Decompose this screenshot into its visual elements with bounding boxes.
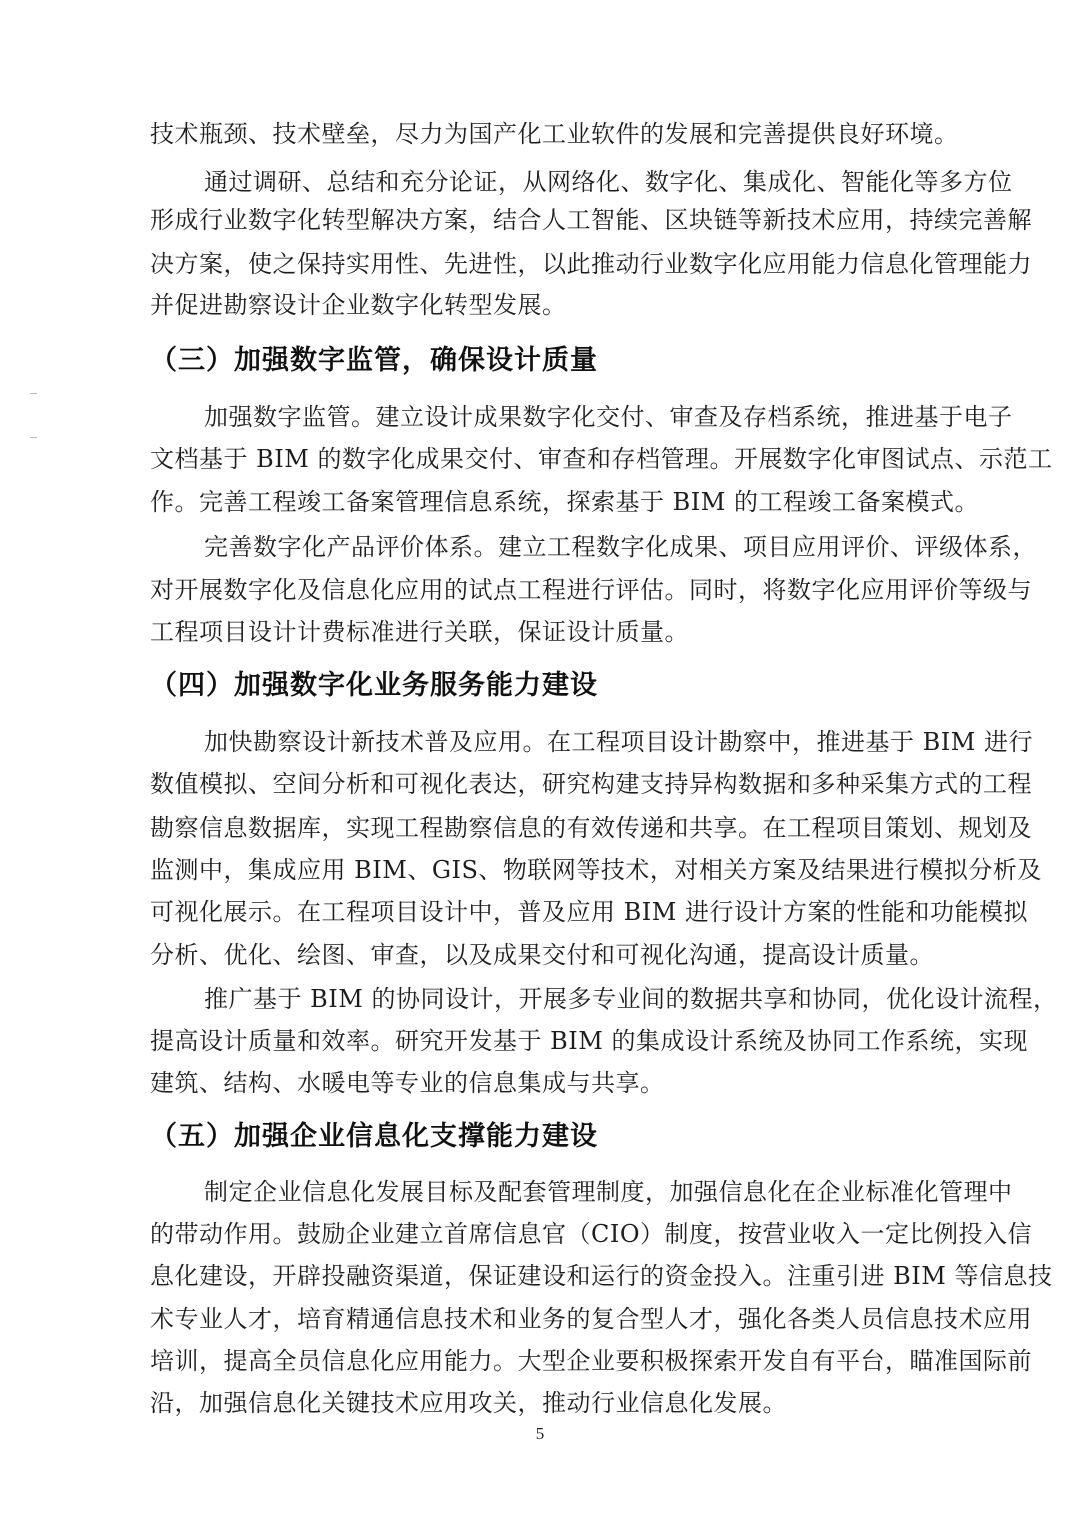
margin-scan-mark [30, 437, 37, 438]
paragraph-line: 加强数字监管。建立设计成果数字化交付、审查及存档系统，推进基于电子 [204, 403, 1013, 431]
margin-scan-mark [30, 393, 37, 394]
paragraph-line: 术专业人才，培育精通信息技术和业务的复合型人才，强化各类人员信息技术应用 [150, 1305, 1032, 1333]
page-number: 5 [535, 1424, 545, 1443]
paragraph-line: 的带动作用。鼓励企业建立首席信息官（CIO）制度，按营业收入一定比例投入信 [150, 1220, 1033, 1248]
paragraph-line: 提高设计质量和效率。研究开发基于 BIM 的集成设计系统及协同工作系统，实现 [150, 1027, 1028, 1055]
paragraph-line: 沿，加强信息化关键技术应用攻关，推动行业信息化发展。 [150, 1389, 787, 1417]
paragraph-line: 加快勘察设计新技术普及应用。在工程项目设计勘察中，推进基于 BIM 进行 [204, 728, 1033, 756]
paragraph-line: 息化建设，开辟投融资渠道，保证建设和运行的资金投入。注重引进 BIM 等信息技 [150, 1262, 1053, 1290]
paragraph-line: 作。完善工程竣工备案管理信息系统，探索基于 BIM 的工程竣工备案模式。 [150, 488, 979, 516]
section-heading-4: （四）加强数字化业务服务能力建设 [150, 670, 598, 701]
section-heading-5: （五）加强企业信息化支撑能力建设 [150, 1121, 598, 1152]
paragraph-line: 文档基于 BIM 的数字化成果交付、审查和存档管理。开展数字化审图试点、示范工 [150, 445, 1053, 473]
paragraph-line: 通过调研、总结和充分论证，从网络化、数字化、集成化、智能化等多方位 [204, 168, 1013, 196]
paragraph-line: 制定企业信息化发展目标及配套管理制度，加强信息化在企业标准化管理中 [204, 1178, 1013, 1206]
paragraph-line: 分析、优化、绘图、审查，以及成果交付和可视化沟通，提高设计质量。 [150, 941, 934, 969]
paragraph-line: 培训，提高全员信息化应用能力。大型企业要积极探索开发自有平台，瞄准国际前 [150, 1347, 1032, 1375]
paragraph-line: 建筑、结构、水暖电等专业的信息集成与共享。 [150, 1069, 665, 1097]
paragraph-line: 并促进勘察设计企业数字化转型发展。 [150, 291, 567, 319]
paragraph-line: 技术瓶颈、技术壁垒，尽力为国产化工业软件的发展和完善提供良好环境。 [150, 120, 959, 148]
paragraph-line: 形成行业数字化转型解决方案，结合人工智能、区块链等新技术应用，持续完善解 [150, 206, 1032, 234]
paragraph-line: 完善数字化产品评价体系。建立工程数字化成果、项目应用评价、评级体系， [204, 533, 1037, 561]
paragraph-line: 推广基于 BIM 的协同设计，开展多专业间的数据共享和协同，优化设计流程， [204, 985, 1058, 1013]
section-heading-3: （三）加强数字监管，确保设计质量 [150, 345, 598, 376]
paragraph-line: 勘察信息数据库，实现工程勘察信息的有效传递和共享。在工程项目策划、规划及 [150, 814, 1032, 842]
paragraph-line: 数值模拟、空间分析和可视化表达，研究构建支持异构数据和多种采集方式的工程 [150, 770, 1032, 798]
paragraph-line: 监测中，集成应用 BIM、GIS、物联网等技术，对相关方案及结果进行模拟分析及 [150, 856, 1042, 884]
paragraph-line: 决方案，使之保持实用性、先进性，以此推动行业数字化应用能力信息化管理能力 [150, 250, 1032, 278]
paragraph-line: 对开展数字化及信息化应用的试点工程进行评估。同时，将数字化应用评价等级与 [150, 576, 1032, 604]
paragraph-line: 工程项目设计计费标准进行关联，保证设计质量。 [150, 618, 689, 646]
paragraph-line: 可视化展示。在工程项目设计中，普及应用 BIM 进行设计方案的性能和功能模拟 [150, 898, 1028, 926]
